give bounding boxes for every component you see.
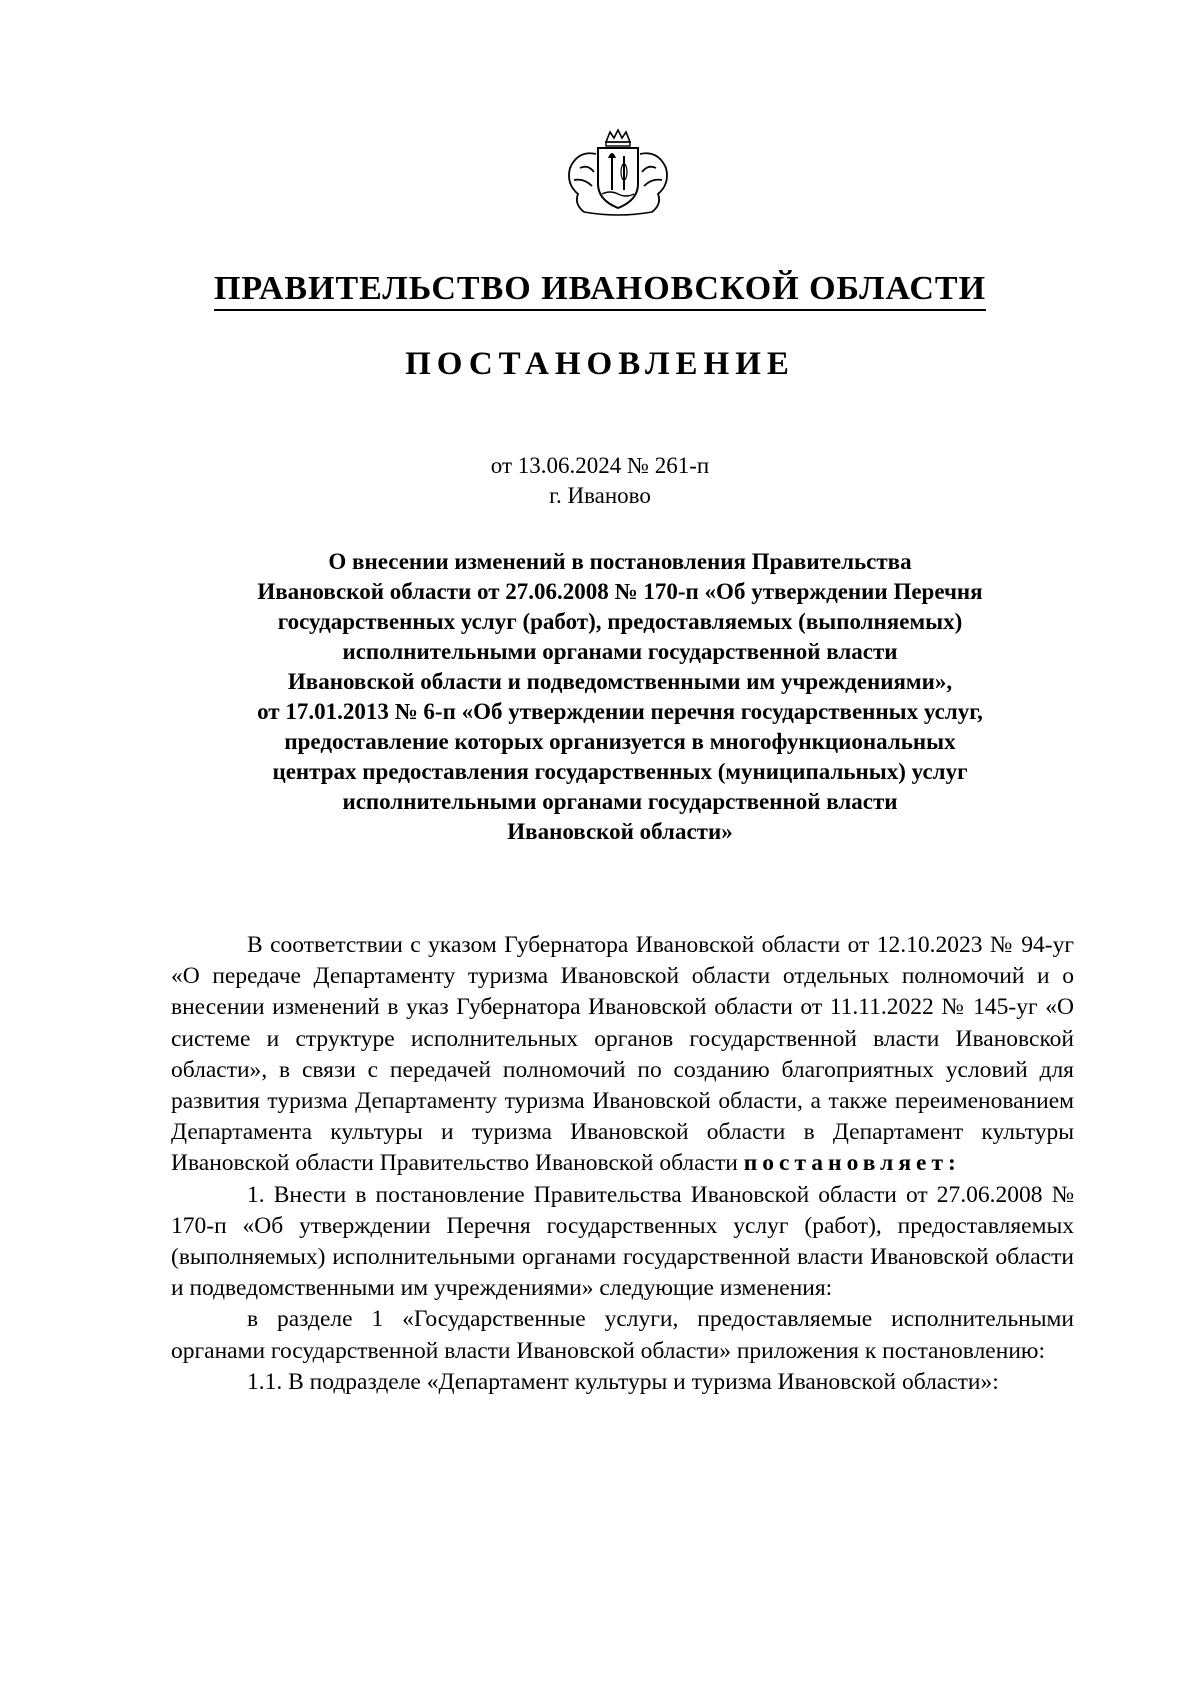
subject-line: Ивановской области от 27.06.2008 № 170-п «Об утверждении Перечня [257,579,983,604]
preamble-paragraph [171,930,1074,1180]
subject-line: исполнительными органами государственной власти [342,639,898,664]
coat-of-arms-icon [560,128,676,216]
subject-line: государственных услуг (работ), предоставляемых (выполняемых) [277,609,963,634]
subject-line: от 17.01.2013 № 6-п «Об утверждении перечня государственных услуг, [257,699,983,724]
subject-line: предоставление которых организуется в многофункциональных [284,729,956,754]
item-1-paragraph: 1. Внести в постановление Правительства Ивановской области от 27.06.2008 № 170-п «Об утверждении Перечня государственных услуг (работ), предоставляемых (выполняемых) исполнительными органами государственной власти Ивановской области и подведомственными им учреждениями» следующие изменения: [171,1181,1074,1302]
subject-line: Ивановской области и подведомственными им учреждениями», [287,669,953,694]
document-body [171,930,1074,1398]
decree-word: постановляет: [743,1150,961,1177]
preamble-text: В соответствии с указом Губернатора Ивановской области от 12.10.2023 № 94-уг «О передаче Департаменту туризма Ивановской области отдельных полномочий и о внесении изменений в указ Губернатора Ивановской области от 11.11.2022 № 145-уг «О системе и структуре исполнительных органов государственной власти Ивановской области», в связи с передачей полномочий по созданию благоприятных условий для развития туризма Департаменту туризма Ивановской области, а также переименованием Департамента культуры и туризма Ивановской области в Департамент культуры Ивановской области Правительство Ивановской области [171,932,1074,1177]
item-1-section-paragraph: в разделе 1 «Государственные услуги, предоставляемые исполнительными органами государственной власти Ивановской области» приложения к постановлению: [171,1306,1074,1364]
item-1-1-paragraph: 1.1. В подразделе «Департамент культуры и туризма Ивановской области»: [247,1368,999,1395]
city: г. Иваново [549,483,651,508]
subject-line: центрах предоставления государственных (муниципальных) услуг [272,759,968,784]
subject-line: Ивановской области» [507,819,733,844]
document-subject [160,547,1080,847]
document-meta [0,451,1200,511]
organization-title: ПРАВИТЕЛЬСТВО ИВАНОВСКОЙ ОБЛАСТИ [0,268,1200,310]
subject-line: О внесении изменений в постановления Правительства [328,549,912,574]
subject-line: исполнительными органами государственной власти [342,789,898,814]
date-number: от 13.06.2024 № 261-п [490,453,710,478]
document-type: ПОСТАНОВЛЕНИЕ [405,346,795,382]
